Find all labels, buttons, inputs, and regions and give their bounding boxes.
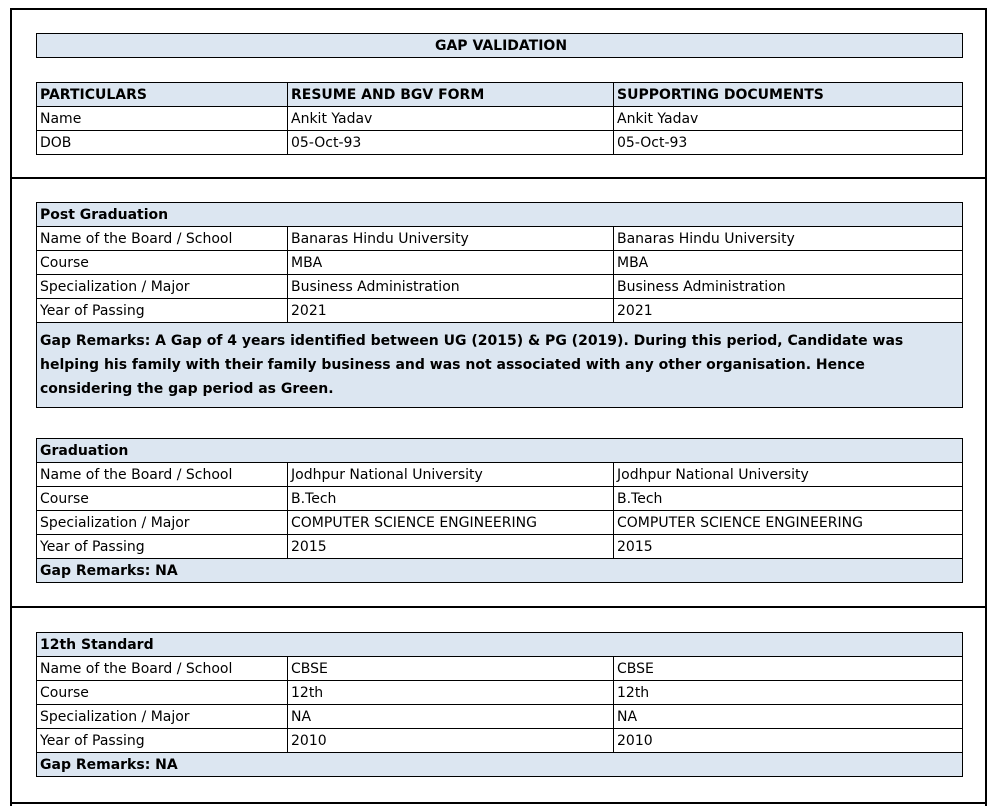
gap-remarks: Gap Remarks: NA — [37, 753, 963, 777]
row-label: Course — [37, 251, 288, 275]
document-value: 05-Oct-93 — [614, 131, 963, 155]
resume-value: Ankit Yadav — [288, 107, 614, 131]
document-value: Business Administration — [614, 275, 963, 299]
table-row — [37, 511, 963, 535]
resume-value: 12th — [288, 681, 614, 705]
row-label: Name of the Board / School — [37, 463, 288, 487]
table-row — [37, 657, 963, 681]
resume-value: MBA — [288, 251, 614, 275]
gap-remarks: Gap Remarks: NA — [37, 559, 963, 583]
resume-value: NA — [288, 705, 614, 729]
row-label: Year of Passing — [37, 535, 288, 559]
section-heading: 12th Standard — [37, 633, 963, 657]
table-row — [37, 463, 963, 487]
table-row — [37, 275, 963, 299]
section-divider-1 — [10, 177, 987, 179]
row-label: Specialization / Major — [37, 511, 288, 535]
graduation-table — [36, 438, 963, 583]
resume-value: 2021 — [288, 299, 614, 323]
document-value: Jodhpur National University — [614, 463, 963, 487]
row-label: Course — [37, 487, 288, 511]
section-divider-2 — [10, 606, 987, 608]
table-row — [37, 487, 963, 511]
resume-value: CBSE — [288, 657, 614, 681]
gap-remarks: Gap Remarks: A Gap of 4 years identified between UG (2015) & PG (2019). During this period, Candidate was helping his family with their family business and was not associated with any other organisation. Hence considering the gap period as Green. — [37, 323, 963, 408]
table-row — [37, 299, 963, 323]
document-value: Ankit Yadav — [614, 107, 963, 131]
particulars-table — [36, 82, 963, 155]
table-row — [37, 705, 963, 729]
row-label: Year of Passing — [37, 299, 288, 323]
document-value: MBA — [614, 251, 963, 275]
document-value: NA — [614, 705, 963, 729]
document-value: CBSE — [614, 657, 963, 681]
document-value: 2015 — [614, 535, 963, 559]
title-table — [36, 33, 963, 58]
row-label: Year of Passing — [37, 729, 288, 753]
column-header: RESUME AND BGV FORM — [288, 83, 614, 107]
row-label: Specialization / Major — [37, 275, 288, 299]
page-title: GAP VALIDATION — [37, 34, 963, 58]
document-value: B.Tech — [614, 487, 963, 511]
row-label: Name of the Board / School — [37, 227, 288, 251]
document-value: 12th — [614, 681, 963, 705]
table-row — [37, 729, 963, 753]
section-divider-3 — [10, 802, 987, 804]
section-heading: Graduation — [37, 439, 963, 463]
table-row — [37, 107, 963, 131]
resume-value: 2010 — [288, 729, 614, 753]
twelfth-standard-table — [36, 632, 963, 777]
column-header: SUPPORTING DOCUMENTS — [614, 83, 963, 107]
resume-value: Business Administration — [288, 275, 614, 299]
header-row — [37, 83, 963, 107]
resume-value: Jodhpur National University — [288, 463, 614, 487]
resume-value: COMPUTER SCIENCE ENGINEERING — [288, 511, 614, 535]
column-header: PARTICULARS — [37, 83, 288, 107]
table-row — [37, 251, 963, 275]
table-row — [37, 681, 963, 705]
document-value: 2021 — [614, 299, 963, 323]
row-label: Course — [37, 681, 288, 705]
row-label: Specialization / Major — [37, 705, 288, 729]
resume-value: B.Tech — [288, 487, 614, 511]
resume-value: 05-Oct-93 — [288, 131, 614, 155]
document-value: COMPUTER SCIENCE ENGINEERING — [614, 511, 963, 535]
row-label: DOB — [37, 131, 288, 155]
document-value: Banaras Hindu University — [614, 227, 963, 251]
resume-value: 2015 — [288, 535, 614, 559]
row-label: Name — [37, 107, 288, 131]
section-heading: Post Graduation — [37, 203, 963, 227]
document-value: 2010 — [614, 729, 963, 753]
resume-value: Banaras Hindu University — [288, 227, 614, 251]
row-label: Name of the Board / School — [37, 657, 288, 681]
table-row — [37, 227, 963, 251]
table-row — [37, 131, 963, 155]
post-graduation-table — [36, 202, 963, 408]
table-row — [37, 535, 963, 559]
